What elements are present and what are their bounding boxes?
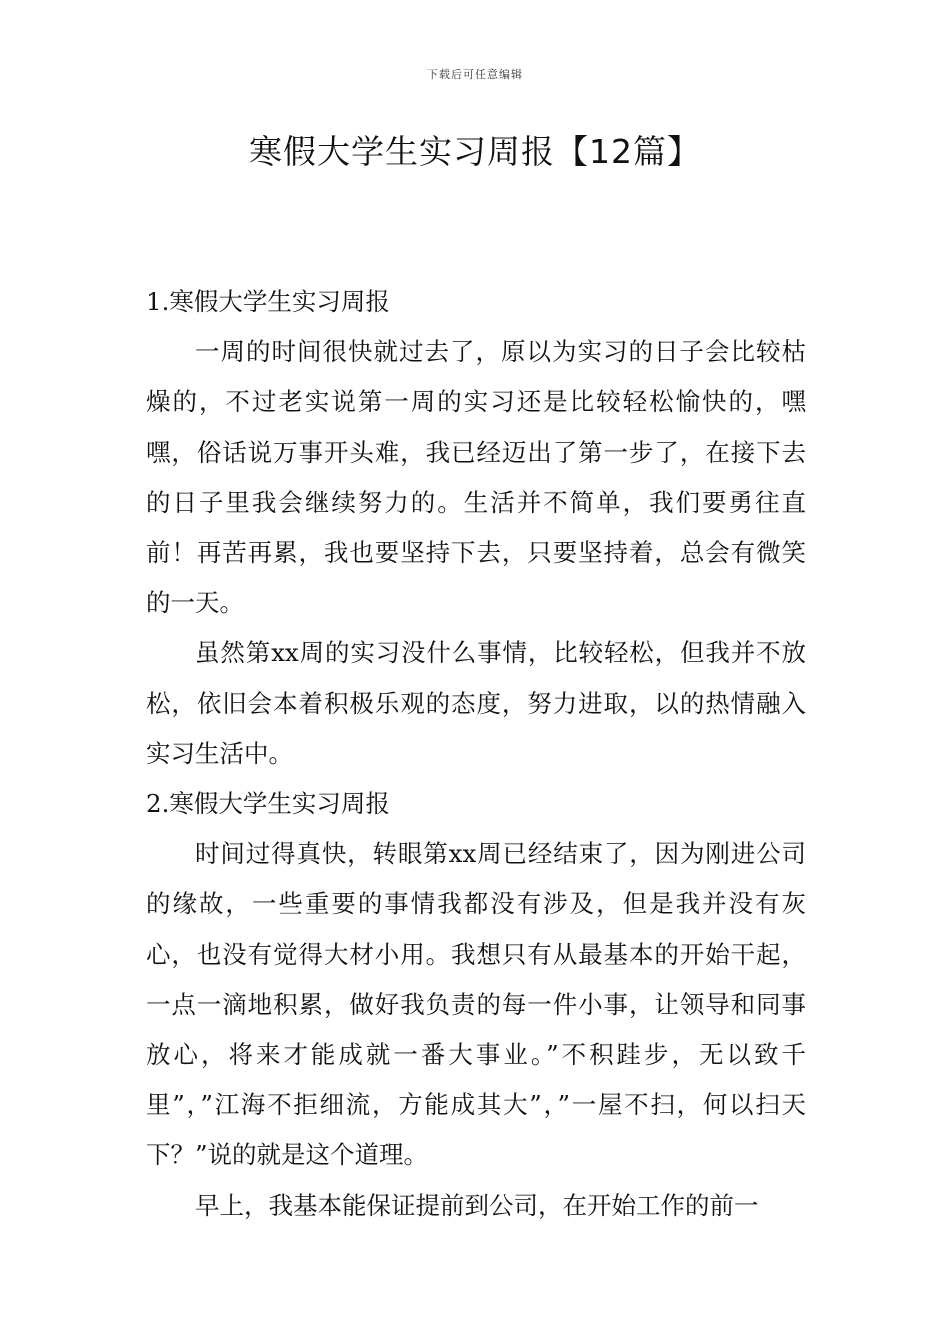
document-title: 寒假大学生实习周报【12篇】 [249, 132, 701, 171]
paragraph-1-1: 一周的时间很快就过去了，原以为实习的日子会比较枯燥的，不过老实说第一周的实习还是比较轻松愉快的，嘿嘿，俗话说万事开头难，我已经迈出了第一步了，在接下去的日子里我会继续努力的。生活并不简单，我们要勇往直前！再苦再累，我也要坚持下去，只要坚持着，总会有微笑的一天。 [146, 337, 806, 618]
paragraph-2-2: 早上，我基本能保证提前到公司，在开始工作的前一 [195, 1190, 759, 1220]
paragraph-1-2: 虽然第xx周的实习没什么事情，比较轻松，但我并不放松，依旧会本着积极乐观的态度，努力进取，以的热情融入实习生活中。 [146, 638, 806, 768]
header-note: 下载后可任意编辑 [427, 68, 523, 81]
section-heading-1: 1.寒假大学生实习周报 [146, 287, 390, 316]
paragraph-2-1: 时间过得真快，转眼第xx周已经结束了，因为刚进公司的缘故，一些重要的事情我都没有涉及，但是我并没有灰心，也没有觉得大材小用。我想只有从最基本的开始干起，一点一滴地积累，做好我负责的每一件小事，让领导和同事放心，将来才能成就一番大事业。”不积跬步，无以致千里”，”江海不拒细流，方能成其大”，”一屋不扫，何以扫天下？”说的就是这个道理。 [146, 839, 806, 1170]
document-body [146, 277, 806, 1231]
section-heading-2: 2.寒假大学生实习周报 [146, 789, 390, 819]
